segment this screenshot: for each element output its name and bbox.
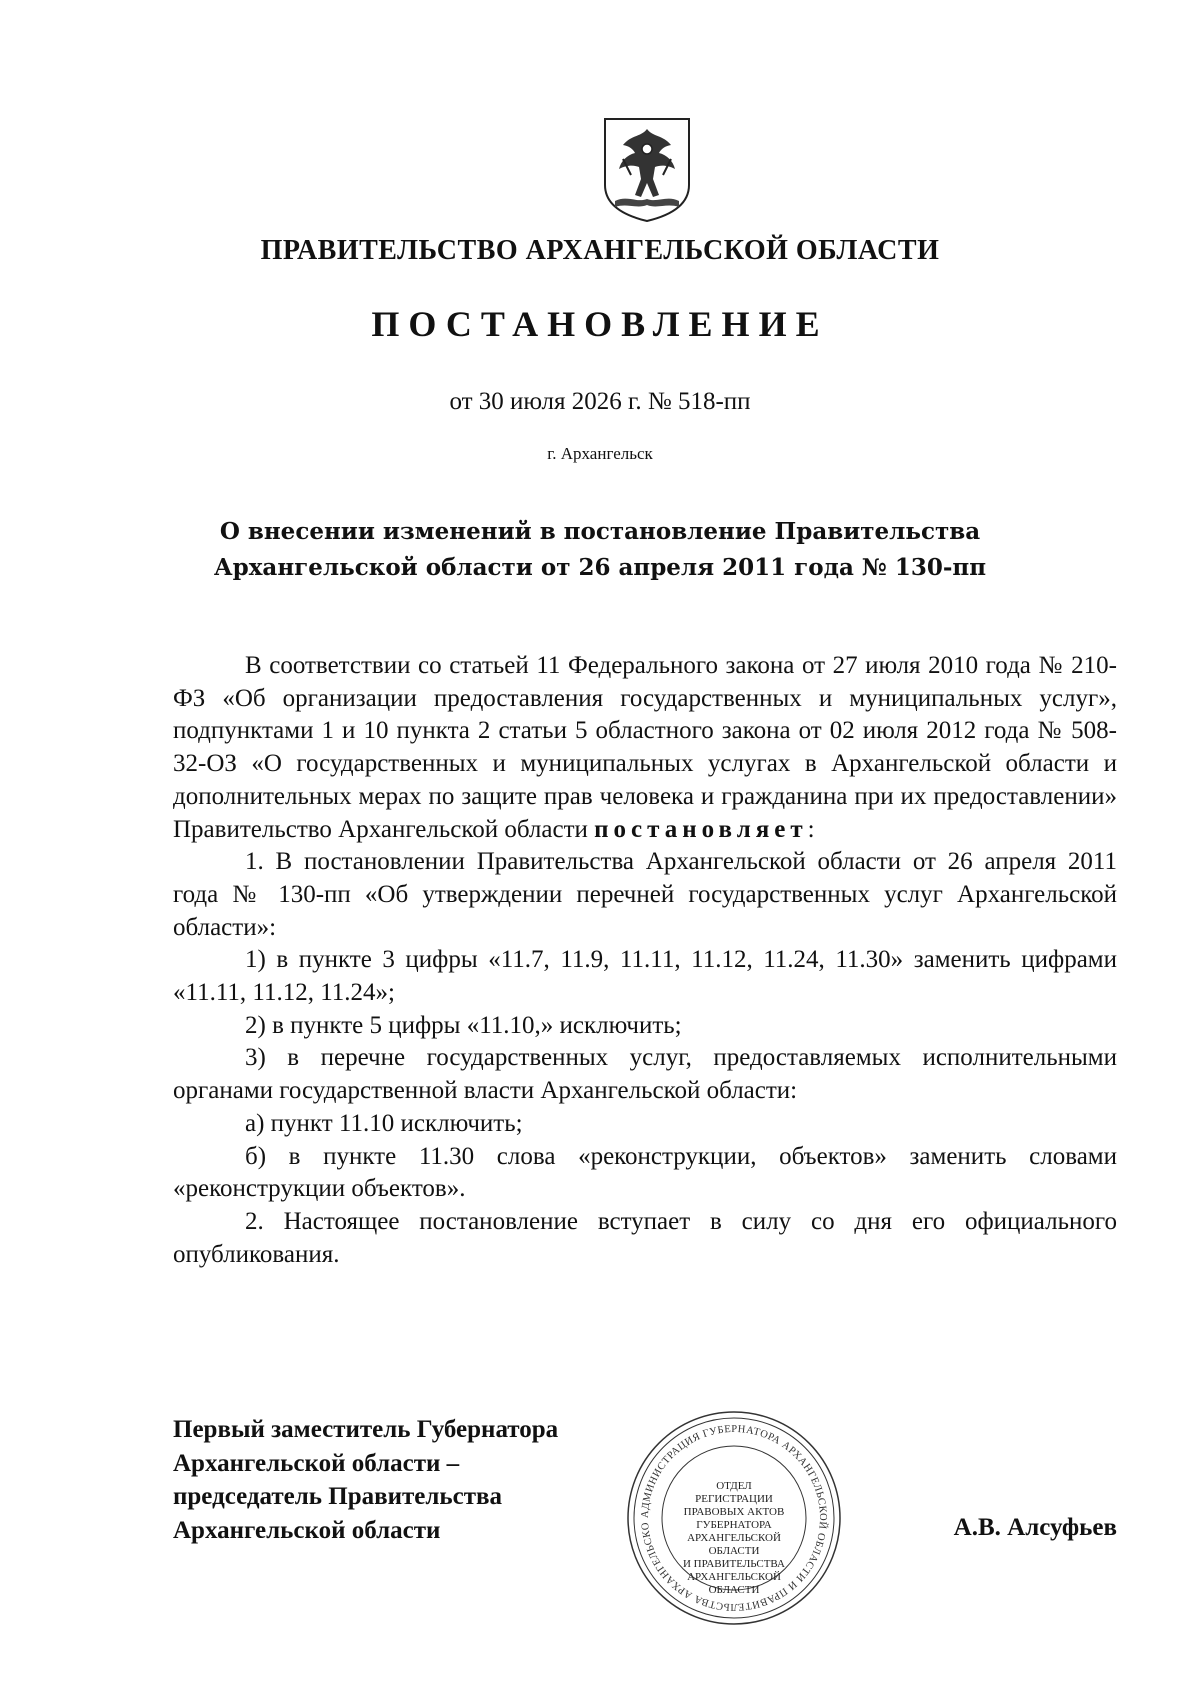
- stamp-line: ОБЛАСТИ: [708, 1545, 760, 1557]
- stamp-line: АРХАНГЕЛЬСКОЙ: [687, 1571, 781, 1583]
- subject-line: Архангельской области от 26 апреля 2011 года № 130-пп: [213, 554, 987, 581]
- signer-name: А.В. Алсуфьев: [953, 1514, 1117, 1541]
- document-body: [173, 650, 1117, 1271]
- signer-position-line: Первый заместитель Губернатора: [173, 1416, 559, 1443]
- official-stamp: [624, 1408, 844, 1628]
- subparagraph-1-3-a: а) пункт 11.10 исключить;: [245, 1109, 523, 1137]
- subparagraph-1-3-b: б) в пункте 11.30 слова «реконструкции, объектов» заменить словами «реконструкции объектов».: [173, 1142, 1117, 1203]
- coat-of-arms-icon: [601, 115, 693, 223]
- organization-title: ПРАВИТЕЛЬСТВО АРХАНГЕЛЬСКОЙ ОБЛАСТИ: [260, 235, 940, 266]
- paragraph-1: 1. В постановлении Правительства Архангельской области от 26 апреля 2011 года № 130-пп «Об утверждении перечней государственных услуг Архангельской области»:: [173, 848, 1117, 941]
- stamp-center-text: [624, 1480, 844, 1597]
- stamp-line: ОТДЕЛ: [716, 1480, 752, 1492]
- signer-position: [173, 1413, 558, 1547]
- subparagraph-1-1: 1) в пункте 3 цифры «11.7, 11.9, 11.11, 11.12, 11.24, 11.30» заменить цифрами «11.11, 11.12, 11.24»;: [173, 946, 1117, 1007]
- subparagraph-1-2: 2) в пункте 5 цифры «11.10,» исключить;: [245, 1011, 682, 1039]
- stamp-line: ОБЛАСТИ: [708, 1584, 760, 1596]
- stamp-line: И ПРАВИТЕЛЬСТВА: [682, 1558, 785, 1570]
- stamp-ring-text: АДМИНИСТРАЦИЯ ГУБЕРНАТОРА АРХАНГЕЛЬСКОЙ ОБЛАСТИ И ПРАВИТЕЛЬСТВА АРХАНГЕЛЬСКО: [639, 1423, 829, 1613]
- stamp-line: АРХАНГЕЛЬСКОЙ: [687, 1532, 781, 1544]
- stamp-line: ПРАВОВЫХ АКТОВ: [683, 1506, 785, 1518]
- document-date-number: от 30 июля 2026 г. № 518-пп: [449, 388, 751, 415]
- document-subject: [0, 514, 1200, 586]
- decree-colon: :: [807, 815, 815, 843]
- decree-word: постановляет: [594, 815, 808, 843]
- paragraph-2: 2. Настоящее постановление вступает в силу со дня его официального опубликования.: [173, 1207, 1117, 1268]
- stamp-line: ГУБЕРНАТОРА: [696, 1519, 772, 1531]
- preamble-paragraph: [173, 650, 1117, 846]
- subparagraph-1-3: 3) в перечне государственных услуг, предоставляемых исполнительными органами государственной власти Архангельской области:: [173, 1044, 1117, 1105]
- stamp-line: РЕГИСТРАЦИИ: [695, 1493, 773, 1505]
- signer-position-line: Архангельской области: [173, 1516, 441, 1544]
- signer-position-line: Архангельской области –: [173, 1449, 460, 1477]
- document-city: г. Архангельск: [547, 444, 653, 463]
- document-type: ПОСТАНОВЛЕНИЕ: [371, 304, 829, 344]
- signer-position-line: председатель Правительства: [173, 1483, 503, 1510]
- subject-line: О внесении изменений в постановление Правительства: [219, 518, 981, 545]
- preamble-text: В соответствии со статьей 11 Федерального закона от 27 июля 2010 года № 210-ФЗ «Об организации предоставления государственных и муниципальных услуг», подпунктами 1 и 10 пункта 2 статьи 5 областного закона от 02 июля 2012 года № 508-32-ОЗ «О государственных и муниципальных услугах в Архангельской области и дополнительных мерах по защите прав человека и гражданина при их предоставлении» Правительство Архангельской области: [173, 652, 1117, 843]
